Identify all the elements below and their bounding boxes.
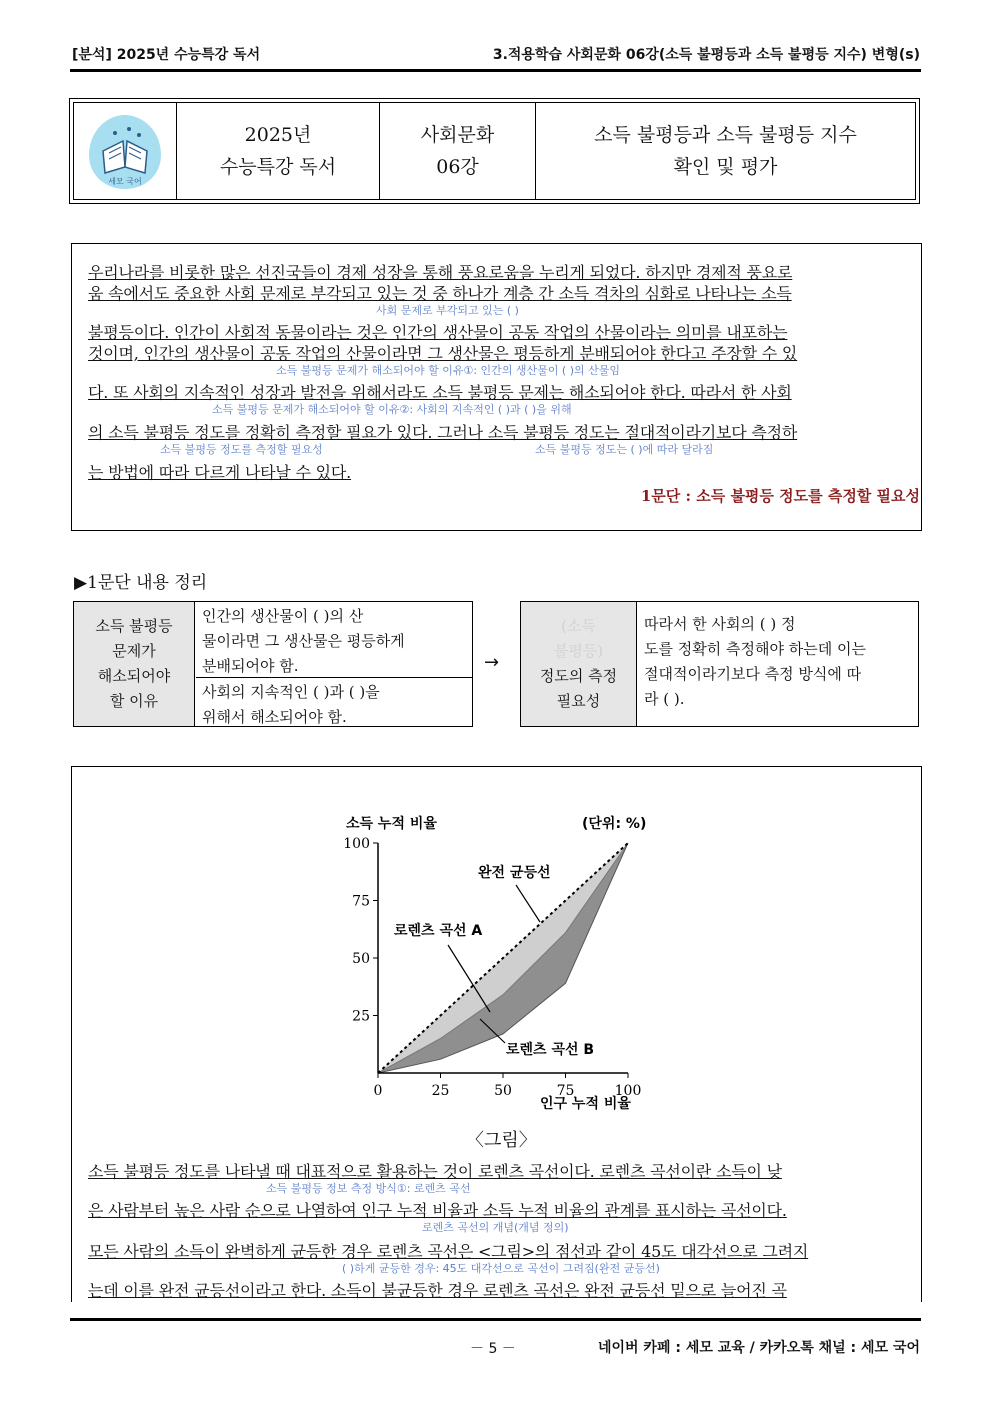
header-rule bbox=[70, 69, 921, 72]
result-head-line: (소득 bbox=[561, 617, 596, 635]
y-axis-label: 소득 누적 비율 bbox=[346, 816, 437, 832]
reason-head-line: 문제가 bbox=[112, 642, 156, 660]
y-tick-label: 25 bbox=[352, 1008, 370, 1025]
passage1-line: 의 소득 불평등 정도를 정확히 측정할 필요가 있다. 그러나 소득 불평등 정도는 절대적이라기보다 측정하 bbox=[88, 423, 798, 442]
passage1-line: 우리나라를 비롯한 많은 선진국들이 경제 성장을 통해 풍요로움을 누리게 되었다. 하지만 경제적 풍요로 bbox=[88, 263, 793, 282]
result-table bbox=[520, 601, 919, 727]
equality-pointer bbox=[516, 885, 540, 922]
title-box bbox=[69, 98, 920, 204]
passage1-line: 움 속에서도 중요한 사회 문제로 부각되고 있는 것 중 하나가 계층 간 소득 격차의 심화로 나타나는 소득 bbox=[88, 284, 792, 303]
result-head-line: 불평등) bbox=[553, 642, 604, 660]
title-subject: 사회문화 bbox=[420, 124, 495, 146]
passage1-note: 소득 불평등 문제가 해소되어야 할 이유①: 인간의 생산물이 ( )의 산물임 bbox=[276, 364, 621, 377]
figure-caption: 〈그림〉 bbox=[466, 1130, 537, 1151]
passage2-note: 로렌츠 곡선의 개념(개념 정의) bbox=[422, 1221, 569, 1234]
title-book: 수능특강 독서 bbox=[219, 156, 337, 178]
result-line: 따라서 한 사회의 ( ) 정 bbox=[644, 615, 796, 633]
reason-head-line: 소득 불평등 bbox=[95, 617, 173, 635]
reason-table-head bbox=[74, 602, 195, 726]
y-tick-label: 75 bbox=[352, 893, 370, 910]
reason-head-line: 해소되어야 bbox=[97, 667, 171, 685]
footer-rule bbox=[70, 1318, 921, 1321]
passage2-note: ( )하게 균등한 경우: 45도 대각선으로 곡선이 그려짐(완전 균등선) bbox=[342, 1262, 660, 1275]
result-head-line: 필요성 bbox=[556, 692, 601, 710]
arrow: → bbox=[484, 652, 500, 673]
passage1-note: 소득 불평등 문제가 해소되어야 할 이유②: 사회의 지속적인 ( )과 ( )을 위해 bbox=[212, 403, 572, 416]
book-logo-icon bbox=[85, 111, 165, 191]
passage1-note: 소득 불평등 정도는 ( )에 따라 달라짐 bbox=[535, 443, 714, 456]
x-tick-label: 25 bbox=[431, 1083, 450, 1099]
title-year: 2025년 bbox=[244, 124, 312, 146]
result-head-line: 정도의 측정 bbox=[539, 667, 618, 685]
result-line: 도를 정확히 측정해야 하는데 이는 bbox=[644, 640, 866, 658]
reason-2 bbox=[196, 678, 472, 726]
reason-2-line: 위해서 해소되어야 함. bbox=[202, 708, 347, 726]
logo-text: 세모 국어 bbox=[108, 177, 142, 186]
reason-2-line: 사회의 지속적인 ( )과 ( )을 bbox=[202, 683, 380, 701]
curve-b-label: 로렌츠 곡선 B bbox=[506, 1042, 595, 1058]
header-right: 3.적용학습 사회문화 06강(소득 불평등과 소득 불평등 지수) 변형(s) bbox=[492, 47, 920, 63]
passage1-line: 것이며, 인간의 생산물이 공동 작업의 산물이라면 그 생산물은 평등하게 분배되어야 한다고 주장할 수 있 bbox=[88, 344, 798, 363]
passage2-note: 소득 불평등 정보 측정 방식①: 로렌츠 곡선 bbox=[266, 1182, 471, 1195]
x-tick-label: 0 bbox=[373, 1083, 383, 1099]
passage2-line-text: 소득 불평등 정도를 나타낼 때 대표적으로 활용하는 것이 로렌츠 곡선이다. 로렌츠 곡선이란 소득이 낮 bbox=[88, 1162, 782, 1181]
reason-head-line: 할 이유 bbox=[109, 692, 159, 710]
footer-channel: 네이버 카페 : 세모 교육 / 카카오톡 채널 : 세모 국어 bbox=[597, 1340, 920, 1356]
reason-1-line: 인간의 생산물이 ( )의 산 bbox=[202, 607, 364, 625]
header-left: [분석] 2025년 수능특강 독서 bbox=[72, 47, 261, 63]
y-tick-label: 100 bbox=[343, 836, 370, 852]
reason-1-line: 분배되어야 함. bbox=[202, 657, 299, 675]
x-tick-label: 100 bbox=[614, 1083, 642, 1099]
section-heading: ▶1문단 내용 정리 bbox=[74, 573, 208, 593]
title-type: 확인 및 평가 bbox=[673, 156, 778, 178]
reason-1 bbox=[196, 602, 472, 678]
passage1-line: 는 방법에 따라 다르게 나타날 수 있다. bbox=[88, 463, 352, 482]
x-tick-label: 75 bbox=[556, 1083, 575, 1099]
title-col-book bbox=[177, 103, 380, 199]
x-tick-label: 50 bbox=[494, 1083, 512, 1099]
reason-1-line: 물이라면 그 생산물은 평등하게 bbox=[202, 632, 405, 650]
passage1-note: 사회 문제로 부각되고 있는 ( ) bbox=[376, 304, 519, 317]
paragraph-summary: 1문단 : 소득 불평등 정도를 측정할 필요성 bbox=[640, 487, 920, 505]
equality-line-label: 완전 균등선 bbox=[478, 865, 551, 881]
curve-a-label: 로렌츠 곡선 A bbox=[394, 923, 483, 939]
passage1-note: 소득 불평등 정도를 측정할 필요성 bbox=[160, 443, 323, 456]
lorenz-chart bbox=[320, 805, 680, 1125]
passage2-line bbox=[88, 1159, 906, 1182]
result-line: 절대적이라기보다 측정 방식에 따 bbox=[644, 665, 862, 683]
title-lesson: 06강 bbox=[436, 156, 479, 178]
logo-cell bbox=[74, 103, 177, 199]
result-text bbox=[638, 610, 918, 726]
result-table-head bbox=[521, 602, 637, 726]
reason-table bbox=[73, 601, 473, 727]
unit-label: (단위: %) bbox=[582, 816, 647, 832]
passage1-line: 불평등이다. 인간이 사회적 동물이라는 것은 인간의 생산물이 공동 작업의 산물이라는 의미를 내포하는 bbox=[88, 323, 788, 342]
result-line: 라 ( ). bbox=[644, 690, 685, 708]
title-col-topic bbox=[536, 103, 915, 199]
page-number: － 5 － bbox=[470, 1341, 516, 1357]
title-topic: 소득 불평등과 소득 불평등 지수 bbox=[594, 124, 857, 146]
title-col-subject bbox=[380, 103, 536, 199]
passage2-line: 는데 이를 완전 균등선이라고 한다. 소득이 불균등한 경우 로렌츠 곡선은 완전 균등선 밑으로 늘어진 곡 bbox=[88, 1281, 787, 1300]
y-tick-label: 50 bbox=[352, 951, 370, 967]
passage2-line: 모든 사람의 소득이 완벽하게 균등한 경우 로렌츠 곡선은 <그림>의 점선과 같이 45도 대각선으로 그려지 bbox=[88, 1242, 809, 1261]
passage1-line: 다. 또 사회의 지속적인 성장과 발전을 위해서라도 소득 불평등 문제는 해소되어야 한다. 따라서 한 사회 bbox=[88, 383, 792, 402]
passage2-line: 은 사람부터 높은 사람 순으로 나열하여 인구 누적 비율과 소득 누적 비율의 관계를 표시하는 곡선이다. bbox=[88, 1201, 787, 1220]
x-axis-label: 인구 누적 비율 bbox=[540, 1096, 631, 1112]
